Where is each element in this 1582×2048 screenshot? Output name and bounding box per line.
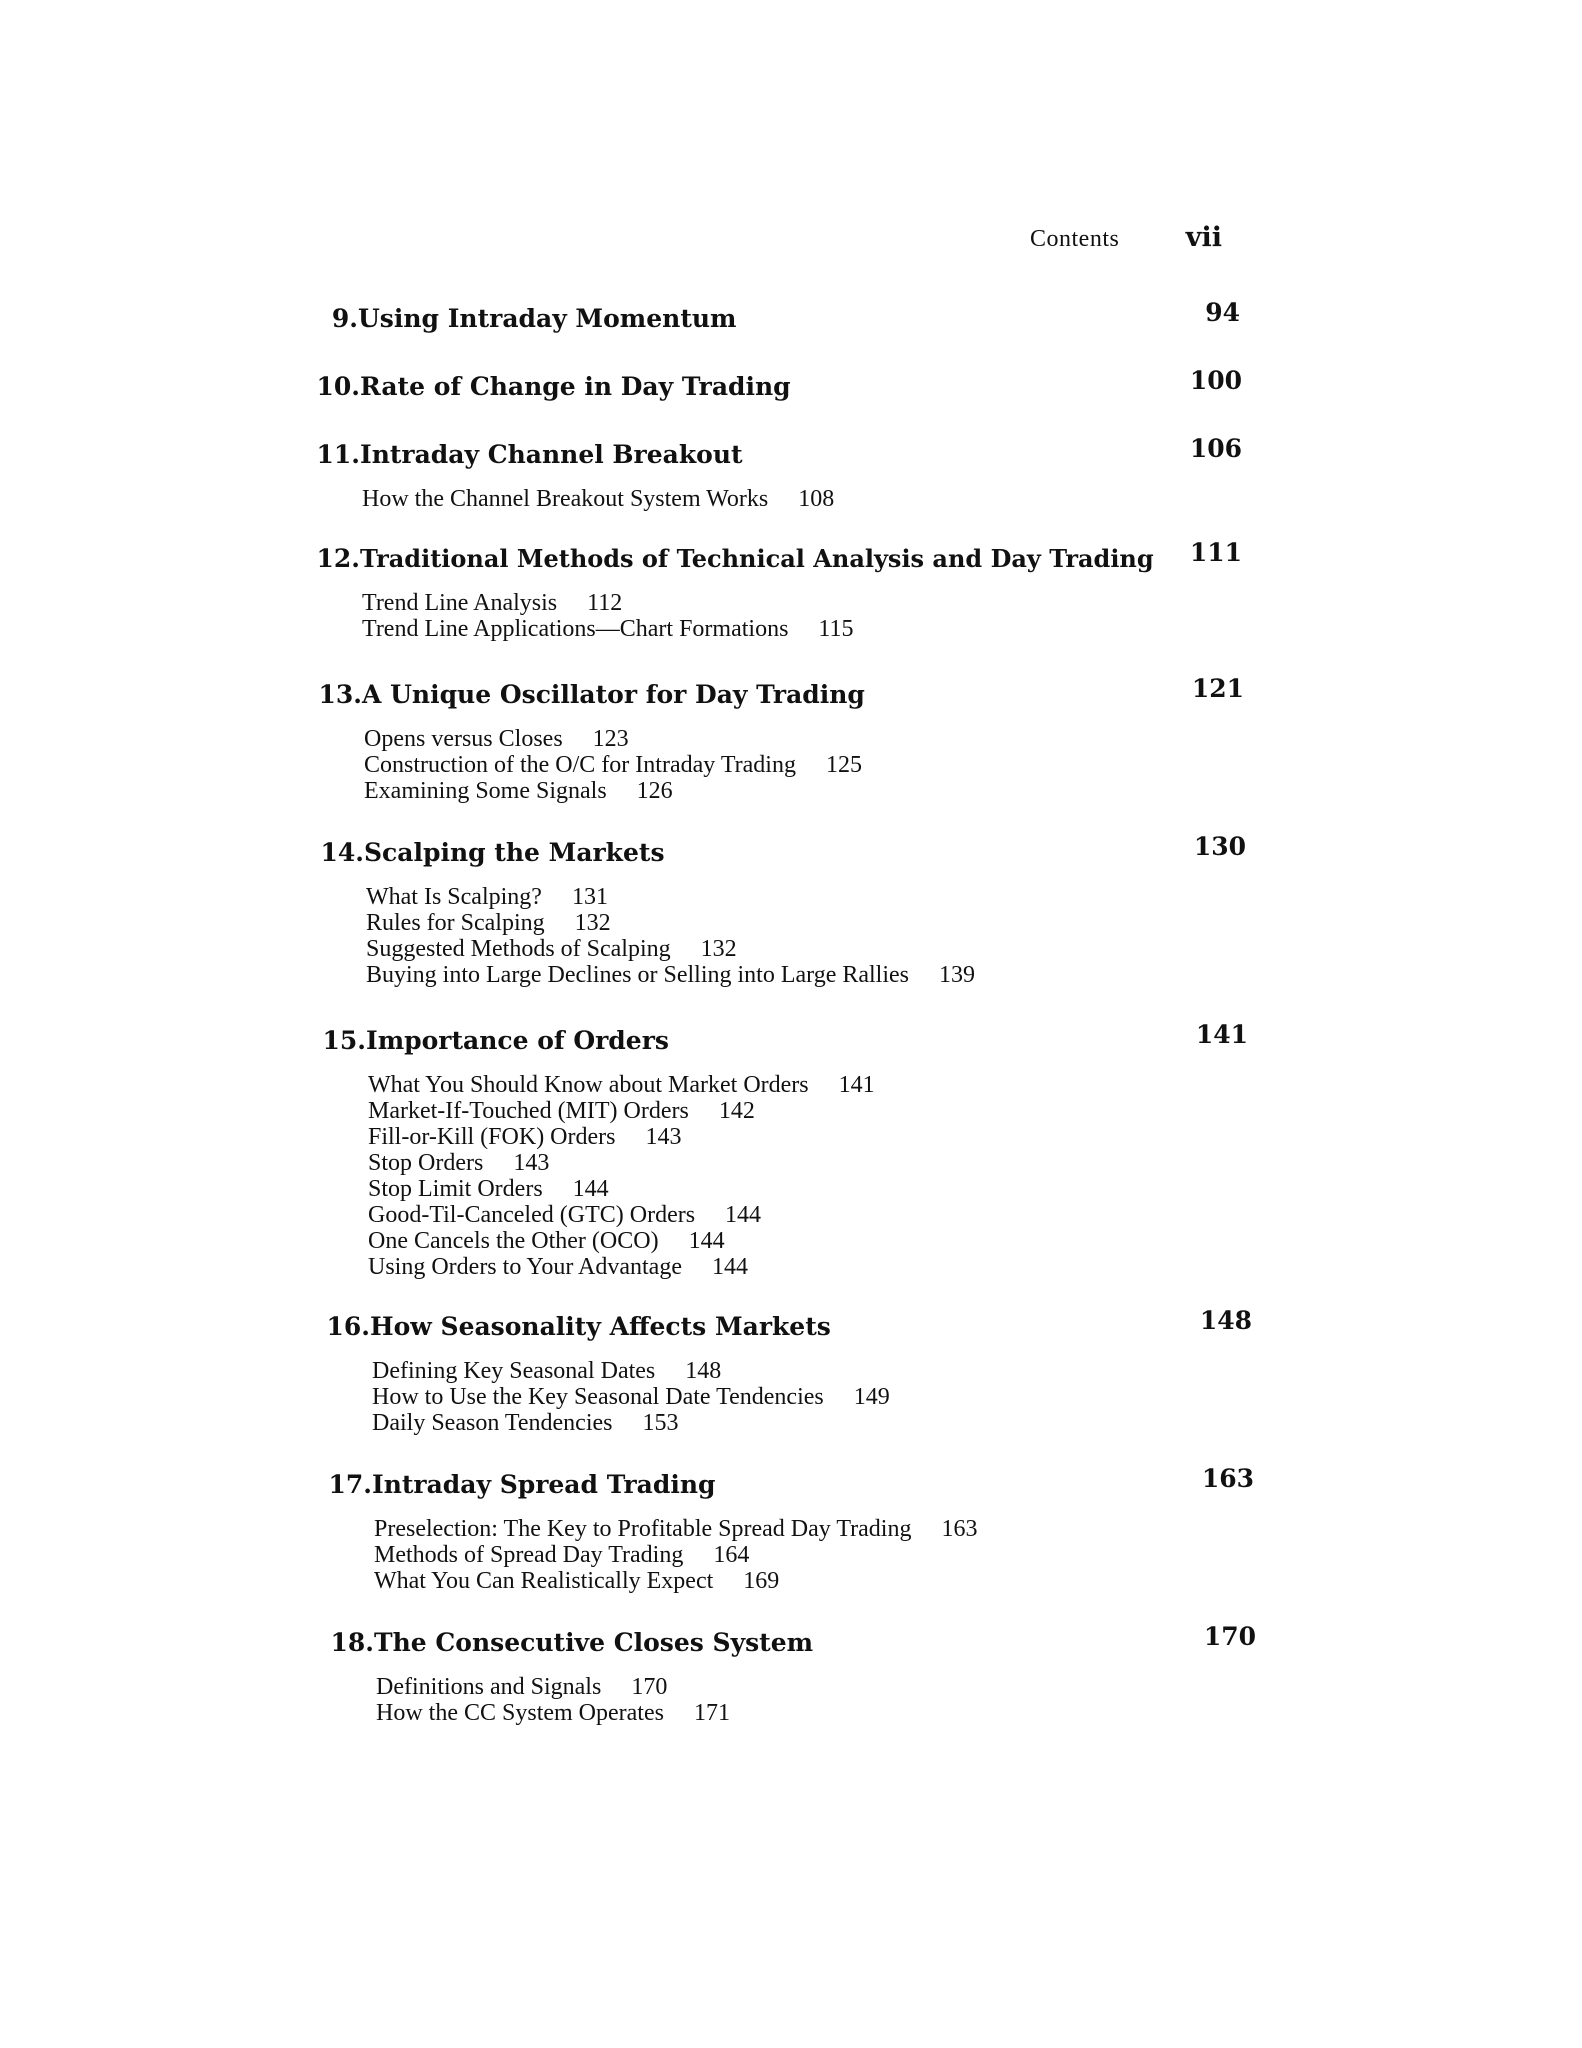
section-page: 112 — [587, 590, 623, 616]
toc-section — [376, 1700, 1256, 1726]
section-page: 141 — [838, 1072, 875, 1098]
toc-section — [376, 1674, 1256, 1700]
chapter-title: How Seasonality Affects Markets — [370, 1312, 831, 1341]
chapter-heading — [316, 1622, 1256, 1664]
section-list — [306, 884, 1246, 988]
toc-section — [368, 1176, 1248, 1202]
chapter-title: Intraday Channel Breakout — [360, 440, 743, 469]
chapter-number: 17. — [328, 1470, 372, 1499]
section-page: 164 — [713, 1542, 750, 1568]
chapter-heading — [306, 832, 1246, 874]
section-title: What You Should Know about Market Orders — [368, 1072, 809, 1098]
chapter-page: 130 — [1193, 832, 1246, 861]
chapter-page: 148 — [1199, 1306, 1252, 1335]
chapter-heading — [302, 434, 1242, 476]
toc-section — [366, 962, 1246, 988]
toc-section — [374, 1516, 1254, 1542]
chapter-number: 14. — [320, 838, 364, 867]
section-title: Stop Limit Orders — [368, 1176, 543, 1202]
chapter-heading — [302, 366, 1242, 408]
section-title: Trend Line Analysis — [362, 590, 558, 616]
section-title: How to Use the Key Seasonal Date Tendencies — [372, 1384, 824, 1410]
section-page: 139 — [939, 962, 976, 988]
chapter-heading — [302, 538, 1242, 580]
section-title: Defining Key Seasonal Dates — [372, 1358, 656, 1384]
toc-section — [374, 1542, 1254, 1568]
toc-section — [364, 778, 1244, 804]
chapter-heading — [312, 1306, 1252, 1348]
chapter-page: 94 — [1205, 298, 1240, 327]
toc-section — [366, 910, 1246, 936]
section-page: 131 — [571, 884, 608, 910]
running-head — [1000, 224, 1240, 264]
chapter-number: 10. — [316, 372, 360, 401]
chapter-title: A Unique Oscillator for Day Trading — [362, 680, 865, 709]
chapter-title: The Consecutive Closes System — [374, 1628, 814, 1657]
chapter-heading — [308, 1020, 1248, 1062]
section-title: One Cancels the Other (OCO) — [368, 1228, 659, 1254]
section-title: Definitions and Signals — [376, 1674, 602, 1700]
section-title: Preselection: The Key to Profitable Spread Day Trading — [374, 1516, 912, 1542]
section-page: 148 — [685, 1358, 722, 1384]
chapter-page: 111 — [1189, 538, 1242, 567]
toc-section — [368, 1228, 1248, 1254]
section-title: What Is Scalping? — [366, 884, 542, 910]
chapter-number: 18. — [330, 1628, 374, 1657]
section-page: 144 — [688, 1228, 725, 1254]
toc-chapter-14 — [306, 832, 1246, 988]
section-title: Suggested Methods of Scalping — [366, 936, 671, 962]
section-list — [304, 726, 1244, 804]
toc-section — [364, 752, 1244, 778]
section-title: Opens versus Closes — [364, 726, 563, 752]
section-title: Buying into Large Declines or Selling into Large Rallies — [366, 962, 910, 988]
section-title: Methods of Spread Day Trading — [374, 1542, 684, 1568]
chapter-number: 12. — [316, 544, 360, 573]
chapter-title: Intraday Spread Trading — [372, 1470, 716, 1499]
chapter-title: Using Intraday Momentum — [358, 304, 737, 333]
toc-section — [368, 1072, 1248, 1098]
section-title: What You Can Realistically Expect — [374, 1568, 714, 1594]
chapter-number: 13. — [318, 680, 362, 709]
toc-chapter-10 — [302, 366, 1242, 408]
section-page: 163 — [941, 1516, 978, 1542]
section-title: Good-Til-Canceled (GTC) Orders — [368, 1202, 696, 1228]
section-page: 143 — [513, 1150, 550, 1176]
section-page: 123 — [592, 726, 629, 752]
chapter-page: 141 — [1195, 1020, 1248, 1049]
section-page: 171 — [693, 1700, 730, 1726]
chapter-heading — [300, 298, 1240, 340]
chapter-page: 121 — [1191, 674, 1244, 703]
running-head-label: Contents — [1030, 226, 1120, 252]
chapter-page: 170 — [1203, 1622, 1256, 1651]
section-title: Construction of the O/C for Intraday Trading — [364, 752, 796, 778]
chapter-heading — [314, 1464, 1254, 1506]
toc-section — [372, 1384, 1252, 1410]
section-page: 115 — [818, 616, 854, 642]
section-title: Examining Some Signals — [364, 778, 607, 804]
section-page: 144 — [572, 1176, 609, 1202]
toc-section — [366, 884, 1246, 910]
chapter-page: 106 — [1189, 434, 1242, 463]
section-title: Stop Orders — [368, 1150, 484, 1176]
section-page: 170 — [631, 1674, 668, 1700]
chapter-page: 163 — [1201, 1464, 1254, 1493]
toc-section — [368, 1124, 1248, 1150]
section-page: 126 — [636, 778, 673, 804]
section-list — [302, 486, 1242, 512]
toc-section — [364, 726, 1244, 752]
section-list — [308, 1072, 1248, 1280]
section-page: 144 — [725, 1202, 762, 1228]
chapter-number: 15. — [322, 1026, 366, 1055]
section-title: Market-If-Touched (MIT) Orders — [368, 1098, 689, 1124]
toc-section — [374, 1568, 1254, 1594]
chapter-heading — [304, 674, 1244, 716]
toc-chapter-15 — [308, 1020, 1248, 1280]
section-page: 125 — [825, 752, 862, 778]
toc-chapter-9 — [300, 298, 1240, 340]
toc-chapter-11 — [302, 434, 1242, 512]
chapter-number: 9. — [331, 304, 358, 333]
toc-section — [362, 590, 1242, 616]
toc-section — [368, 1098, 1248, 1124]
toc-chapter-18 — [316, 1622, 1256, 1726]
section-title: How the Channel Breakout System Works — [362, 486, 769, 512]
section-title: Fill-or-Kill (FOK) Orders — [368, 1124, 616, 1150]
toc-section — [362, 486, 1242, 512]
toc-section — [368, 1202, 1248, 1228]
section-list — [316, 1674, 1256, 1726]
section-title: Rules for Scalping — [366, 910, 545, 936]
chapter-title: Importance of Orders — [366, 1026, 669, 1055]
toc-section — [362, 616, 1242, 642]
chapter-page: 100 — [1189, 366, 1242, 395]
section-page: 143 — [645, 1124, 682, 1150]
chapter-number: 16. — [326, 1312, 370, 1341]
section-list — [312, 1358, 1252, 1436]
chapter-title: Rate of Change in Day Trading — [360, 372, 791, 401]
toc-chapter-17 — [314, 1464, 1254, 1594]
section-page: 149 — [853, 1384, 890, 1410]
toc-chapter-13 — [304, 674, 1244, 804]
toc-chapter-16 — [312, 1306, 1252, 1436]
chapter-number: 11. — [316, 440, 360, 469]
section-list — [302, 590, 1242, 642]
toc-chapter-12 — [302, 538, 1242, 642]
toc-section — [368, 1150, 1248, 1176]
section-title: Trend Line Applications—Chart Formations — [362, 616, 789, 642]
chapter-title: Scalping the Markets — [364, 838, 665, 867]
section-title: Using Orders to Your Advantage — [368, 1254, 682, 1280]
toc-section — [372, 1358, 1252, 1384]
running-head-page-number: vii — [1185, 222, 1222, 253]
section-page: 132 — [574, 910, 611, 936]
toc-section — [368, 1254, 1248, 1280]
section-title: How the CC System Operates — [376, 1700, 664, 1726]
section-page: 132 — [700, 936, 737, 962]
section-page: 144 — [711, 1254, 748, 1280]
section-list — [314, 1516, 1254, 1594]
section-page: 108 — [798, 486, 835, 512]
section-page: 153 — [642, 1410, 679, 1436]
toc-section — [366, 936, 1246, 962]
section-title: Daily Season Tendencies — [372, 1410, 613, 1436]
section-page: 169 — [743, 1568, 780, 1594]
section-page: 142 — [718, 1098, 755, 1124]
toc-section — [372, 1410, 1252, 1436]
chapter-title: Traditional Methods of Technical Analysis and Day Trading — [360, 544, 1154, 573]
